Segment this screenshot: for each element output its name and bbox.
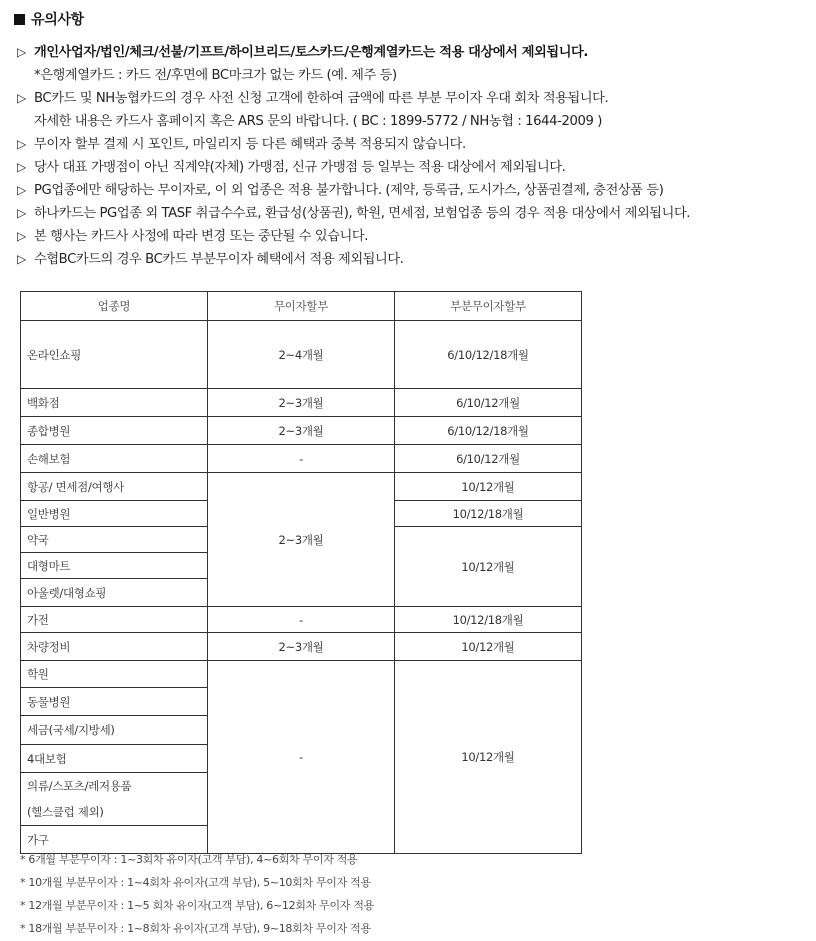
interest-free-cell: 2~4개월 [208, 321, 395, 389]
notice-subtext: 자세한 내용은 카드사 홈페이지 혹은 ARS 문의 바랍니다. ( BC : 1899-5772 / NH농협 : 1644-2009 ) [34, 114, 603, 129]
footnote: * 10개월 부분무이자 : 1~4회차 유이자(고객 부담), 5~10회차 무이자 적용 [20, 876, 371, 889]
partial-cell: 6/10/12개월 [395, 389, 582, 417]
notice-text: 개인사업자/법인/체크/선불/기프트/하이브리드/토스카드/은행계열카드는 적용 대상에서 제외됩니다. [34, 45, 588, 60]
notice-item [0, 156, 816, 179]
notice-item [0, 202, 816, 225]
category-line: 의류/스포츠/레저용품 [27, 779, 132, 793]
category-line: (헬스클럽 제외) [27, 805, 104, 819]
triangle-bullet-icon: ▷ [17, 229, 26, 243]
footnote: * 6개월 부분무이자 : 1~3회차 유이자(고객 부담), 4~6회차 무이자 적용 [20, 853, 358, 866]
table-row [21, 321, 582, 389]
partial-cell: 10/12/18개월 [395, 607, 582, 633]
partial-cell: 6/10/12/18개월 [395, 417, 582, 445]
triangle-bullet-icon: ▷ [17, 252, 26, 266]
partial-cell: 10/12/18개월 [395, 501, 582, 527]
interest-free-cell: 2~3개월 [208, 473, 395, 607]
notice-text: 하나카드는 PG업종 외 TASF 취급수수료, 환급성(상품권), 학원, 면세점, 보험업종 등의 경우 적용 대상에서 제외됩니다. [34, 206, 691, 221]
notice-item [0, 248, 816, 271]
header-partial-interest-free: 부분무이자할부 [395, 292, 582, 321]
category-cell: 차량정비 [21, 633, 208, 661]
interest-free-cell: - [208, 607, 395, 633]
category-cell: 대형마트 [21, 553, 208, 579]
category-cell: 아울렛/대형쇼핑 [21, 579, 208, 607]
category-cell: 학원 [21, 661, 208, 688]
table-row [21, 607, 582, 633]
partial-cell: 6/10/12개월 [395, 445, 582, 473]
square-bullet-icon [14, 14, 25, 25]
notice-text: 수협BC카드의 경우 BC카드 부분무이자 혜택에서 적용 제외됩니다. [34, 252, 404, 267]
category-cell: 4대보험 [21, 745, 208, 773]
section-title [14, 9, 84, 29]
triangle-bullet-icon: ▷ [17, 160, 26, 174]
notice-item [0, 179, 816, 202]
interest-free-cell: 2~3개월 [208, 389, 395, 417]
category-cell: 손해보험 [21, 445, 208, 473]
notice-item [0, 225, 816, 248]
header-category: 업종명 [21, 292, 208, 321]
partial-cell: 10/12개월 [395, 633, 582, 661]
category-cell: 가구 [21, 826, 208, 854]
notice-item [0, 133, 816, 156]
table-header-row [21, 292, 582, 321]
interest-free-cell: 2~3개월 [208, 417, 395, 445]
table-row [21, 417, 582, 445]
notice-item [0, 87, 816, 133]
partial-cell: 10/12개월 [395, 661, 582, 854]
section-title-text: 유의사항 [31, 12, 84, 28]
category-cell: 항공/ 면세점/여행사 [21, 473, 208, 501]
footnote: * 18개월 부분무이자 : 1~8회차 유이자(고객 부담), 9~18회차 무이자 적용 [20, 922, 371, 935]
table-row [21, 445, 582, 473]
interest-free-cell: 2~3개월 [208, 633, 395, 661]
notice-list [0, 41, 816, 271]
triangle-bullet-icon: ▷ [17, 45, 26, 59]
notice-item [0, 41, 816, 87]
installment-table [20, 291, 582, 854]
table-row [21, 473, 582, 501]
partial-cell: 10/12개월 [395, 527, 582, 607]
category-cell: 온라인쇼핑 [21, 321, 208, 389]
table-row [21, 633, 582, 661]
partial-cell: 10/12개월 [395, 473, 582, 501]
notice-text: BC카드 및 NH농협카드의 경우 사전 신청 고객에 한하여 금액에 따른 부분 무이자 우대 회차 적용됩니다. [34, 91, 609, 106]
notice-subtext: *은행계열카드 : 카드 전/후면에 BC마크가 없는 카드 (예. 제주 등) [34, 68, 397, 83]
category-cell: 약국 [21, 527, 208, 553]
interest-free-cell: - [208, 661, 395, 854]
notice-text: PG업종에만 해당하는 무이자로, 이 외 업종은 적용 불가합니다. (제약, 등록금, 도시가스, 상품권결제, 충전상품 등) [34, 183, 664, 198]
notice-text: 당사 대표 가맹점이 아닌 직계약(자체) 가맹점, 신규 가맹점 등 일부는 적용 대상에서 제외됩니다. [34, 160, 566, 175]
category-cell: 가전 [21, 607, 208, 633]
category-cell: 백화점 [21, 389, 208, 417]
footnotes [20, 848, 374, 940]
notice-text: 본 행사는 카드사 사정에 따라 변경 또는 중단될 수 있습니다. [34, 229, 369, 244]
interest-free-cell: - [208, 445, 395, 473]
category-cell: 세금(국세/지방세) [21, 716, 208, 745]
triangle-bullet-icon: ▷ [17, 206, 26, 220]
category-cell: 일반병원 [21, 501, 208, 527]
partial-cell: 6/10/12/18개월 [395, 321, 582, 389]
triangle-bullet-icon: ▷ [17, 183, 26, 197]
category-cell [21, 773, 208, 826]
notice-text: 무이자 할부 결제 시 포인트, 마일리지 등 다른 혜택과 중복 적용되지 않습니다. [34, 137, 466, 152]
footnote: * 12개월 부분무이자 : 1~5 회차 유이자(고객 부담), 6~12회차 무이자 적용 [20, 899, 374, 912]
header-interest-free: 무이자할부 [208, 292, 395, 321]
table-row [21, 661, 582, 688]
table-row [21, 389, 582, 417]
category-cell: 종합병원 [21, 417, 208, 445]
category-cell: 동물병원 [21, 688, 208, 716]
triangle-bullet-icon: ▷ [17, 137, 26, 151]
triangle-bullet-icon: ▷ [17, 91, 26, 105]
